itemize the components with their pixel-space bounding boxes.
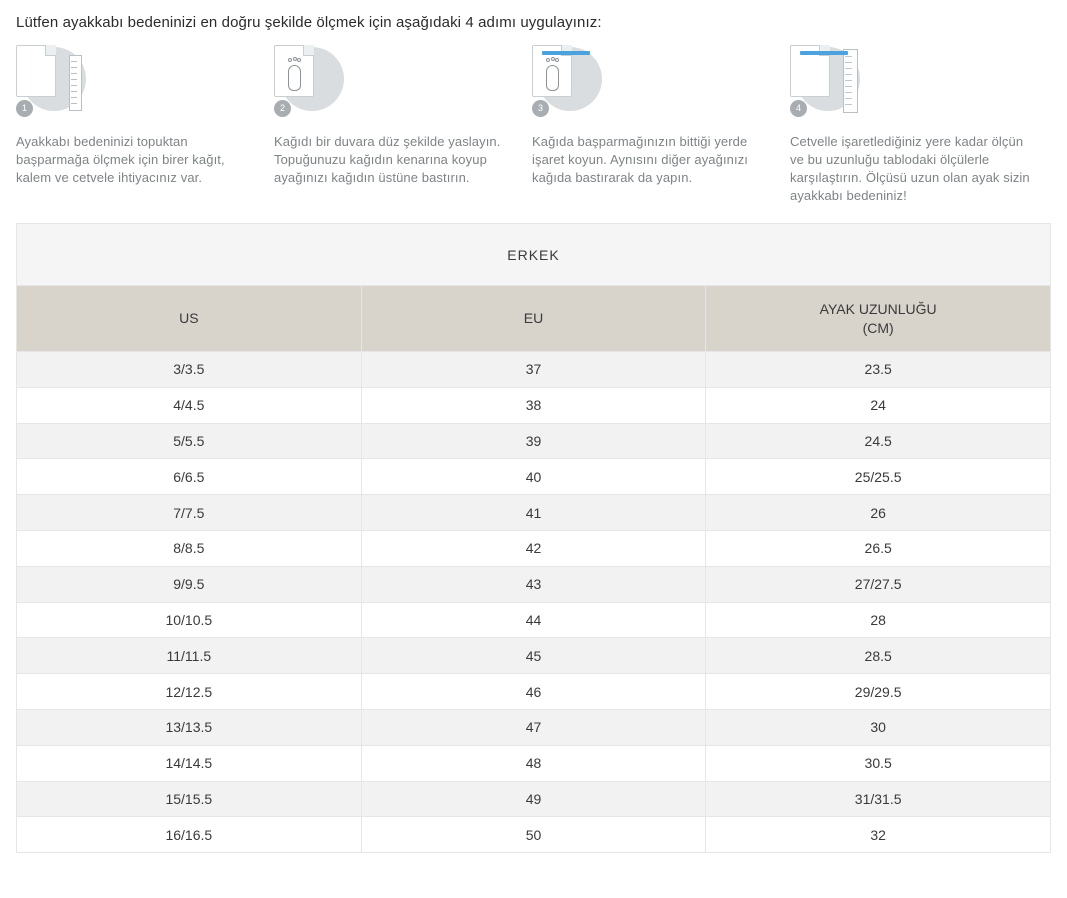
foot-icon <box>544 57 562 91</box>
cell-eu: 50 <box>361 817 706 853</box>
foot-icon <box>286 57 304 91</box>
cell-eu: 46 <box>361 674 706 710</box>
cell-eu: 39 <box>361 423 706 459</box>
cell-cm: 28 <box>706 602 1051 638</box>
cell-cm: 27/27.5 <box>706 566 1051 602</box>
step-item-4 <box>790 45 1048 205</box>
cell-cm: 30 <box>706 709 1051 745</box>
table-row <box>17 387 1051 423</box>
cell-us: 5/5.5 <box>17 423 362 459</box>
step-number-badge: 4 <box>790 100 807 117</box>
cell-us: 7/7.5 <box>17 495 362 531</box>
table-row <box>17 745 1051 781</box>
column-header-eu: EU <box>361 286 706 352</box>
table-row <box>17 495 1051 531</box>
cell-cm: 32 <box>706 817 1051 853</box>
cell-eu: 45 <box>361 638 706 674</box>
cell-cm: 29/29.5 <box>706 674 1051 710</box>
table-title-row <box>17 224 1051 286</box>
cell-us: 13/13.5 <box>17 709 362 745</box>
step-description: Kağıda başparmağınızın bittiği yerde işaret koyun. Aynısını diğer ayağınızı kağıda bastırarak da yapın. <box>532 134 749 185</box>
table-header-row <box>17 286 1051 352</box>
cell-eu: 43 <box>361 566 706 602</box>
table-row <box>17 817 1051 853</box>
column-header-foot-length-line2: (CM) <box>862 319 894 336</box>
table-row <box>17 709 1051 745</box>
table-row <box>17 459 1051 495</box>
cell-us: 6/6.5 <box>17 459 362 495</box>
table-row <box>17 638 1051 674</box>
step-description: Ayakkabı bedeninizi topuktan başparmağa ölçmek için birer kağıt, kalem ve cetvele ihtiyacınız var. <box>16 134 225 185</box>
ruler-icon <box>843 49 858 113</box>
step-description: Cetvelle işaretlediğiniz yere kadar ölçün ve bu uzunluğu tablodaki ölçülerle karşılaştırın. Ölçüsü uzun olan ayak sizin ayakkabı bedeniniz! <box>790 134 1030 203</box>
cell-eu: 41 <box>361 495 706 531</box>
cell-cm: 28.5 <box>706 638 1051 674</box>
table-row <box>17 602 1051 638</box>
table-row <box>17 674 1051 710</box>
table-row <box>17 566 1051 602</box>
column-header-us: US <box>17 286 362 352</box>
cell-eu: 48 <box>361 745 706 781</box>
cell-us: 10/10.5 <box>17 602 362 638</box>
cell-eu: 40 <box>361 459 706 495</box>
step-item-3 <box>532 45 790 205</box>
cell-eu: 37 <box>361 352 706 388</box>
cell-us: 4/4.5 <box>17 387 362 423</box>
cell-cm: 25/25.5 <box>706 459 1051 495</box>
cell-eu: 47 <box>361 709 706 745</box>
table-row <box>17 530 1051 566</box>
steps-list <box>16 45 1051 205</box>
blue-ruler-icon <box>800 51 848 55</box>
cell-cm: 24 <box>706 387 1051 423</box>
column-header-foot-length-line1: AYAK UZUNLUĞU <box>819 300 937 317</box>
step-3-illustration <box>532 45 604 117</box>
cell-us: 3/3.5 <box>17 352 362 388</box>
cell-cm: 23.5 <box>706 352 1051 388</box>
blue-ruler-icon <box>542 51 590 55</box>
step-item-1 <box>16 45 274 205</box>
cell-us: 12/12.5 <box>17 674 362 710</box>
table-row <box>17 781 1051 817</box>
step-description: Kağıdı bir duvara düz şekilde yaslayın. Topuğunuzu kağıdın kenarına koyup ayağınızı kağıdın üstüne bastırın. <box>274 134 501 185</box>
step-1-illustration <box>16 45 88 117</box>
cell-eu: 42 <box>361 530 706 566</box>
cell-eu: 44 <box>361 602 706 638</box>
cell-cm: 26.5 <box>706 530 1051 566</box>
cell-us: 16/16.5 <box>17 817 362 853</box>
size-chart-table <box>16 223 1051 853</box>
table-row <box>17 423 1051 459</box>
step-2-illustration <box>274 45 346 117</box>
cell-us: 8/8.5 <box>17 530 362 566</box>
page-title: Lütfen ayakkabı bedeninizi en doğru şekilde ölçmek için aşağıdaki 4 adımı uygulayınız: <box>16 14 602 31</box>
paper-icon <box>16 45 56 97</box>
cell-cm: 30.5 <box>706 745 1051 781</box>
step-4-illustration <box>790 45 862 117</box>
step-number-badge: 3 <box>532 100 549 117</box>
step-item-2 <box>274 45 532 205</box>
cell-eu: 38 <box>361 387 706 423</box>
cell-cm: 24.5 <box>706 423 1051 459</box>
cell-eu: 49 <box>361 781 706 817</box>
step-number-badge: 1 <box>16 100 33 117</box>
cell-cm: 26 <box>706 495 1051 531</box>
cell-cm: 31/31.5 <box>706 781 1051 817</box>
ruler-icon <box>69 55 82 111</box>
cell-us: 11/11.5 <box>17 638 362 674</box>
column-header-foot-length <box>706 286 1051 352</box>
table-title: ERKEK <box>17 224 1051 286</box>
table-row <box>17 352 1051 388</box>
step-number-badge: 2 <box>274 100 291 117</box>
cell-us: 9/9.5 <box>17 566 362 602</box>
cell-us: 15/15.5 <box>17 781 362 817</box>
cell-us: 14/14.5 <box>17 745 362 781</box>
